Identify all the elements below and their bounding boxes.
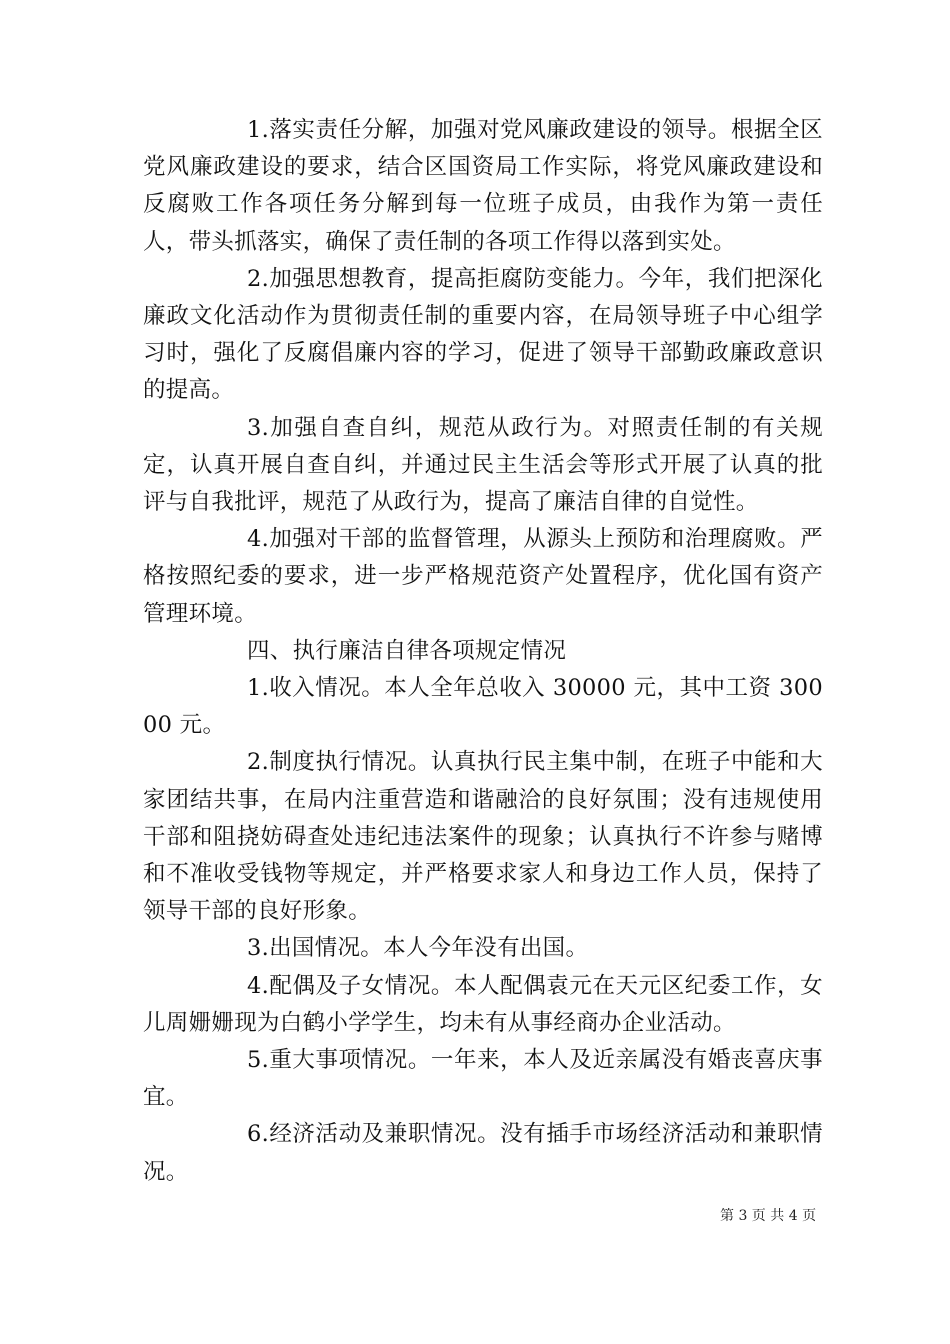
paragraph: 2.加强思想教育，提高拒腐防变能力。今年，我们把深化廉政文化活动作为贯彻责任制的重要内容，在局领导班子中心组学习时，强化了反腐倡廉内容的学习，促进了领导干部勤政廉政意识的提高。: [143, 265, 823, 404]
paragraph: 3.出国情况。本人今年没有出国。: [247, 935, 589, 962]
paragraph: 5.重大事项情况。一年来，本人及近亲属没有婚丧喜庆事宜。: [143, 1047, 823, 1111]
paragraph: 3.加强自查自纠，规范从政行为。对照责任制的有关规定，认真开展自查自纠，并通过民主生活会等形式开展了认真的批评与自我批评，规范了从政行为，提高了廉洁自律的自觉性。: [143, 414, 823, 516]
document-body: [143, 112, 823, 1191]
paragraph: 2.制度执行情况。认真执行民主集中制，在班子中能和大家团结共事，在局内注重营造和谐融洽的良好氛围；没有违规使用干部和阻挠妨碍查处违纪违法案件的现象；认真执行不许参与赌博和不准收受钱物等规定，并严格要求家人和身边工作人员，保持了领导干部的良好形象。: [143, 749, 823, 925]
paragraph: 4.配偶及子女情况。本人配偶袁元在天元区纪委工作，女儿周姗姗现为白鹤小学学生，均未有从事经商办企业活动。: [143, 972, 823, 1036]
paragraph: 1.落实责任分解，加强对党风廉政建设的领导。根据全区党风廉政建设的要求，结合区国资局工作实际，将党风廉政建设和反腐败工作各项任务分解到每一位班子成员，由我作为第一责任人，带头抓落实，确保了责任制的各项工作得以落到实处。: [143, 117, 823, 255]
page-number: 第 3 页 共 4 页: [720, 1208, 817, 1224]
section-heading: 四、执行廉洁自律各项规定情况: [247, 637, 567, 664]
paragraph: 1.收入情况。本人全年总收入 30000 元，其中工资 30000 元。: [143, 675, 823, 739]
paragraph: 4.加强对干部的监督管理，从源头上预防和治理腐败。严格按照纪委的要求，进一步严格规范资产处置程序，优化国有资产管理环境。: [143, 526, 823, 627]
paragraph: 6.经济活动及兼职情况。没有插手市场经济活动和兼职情况。: [143, 1121, 823, 1185]
